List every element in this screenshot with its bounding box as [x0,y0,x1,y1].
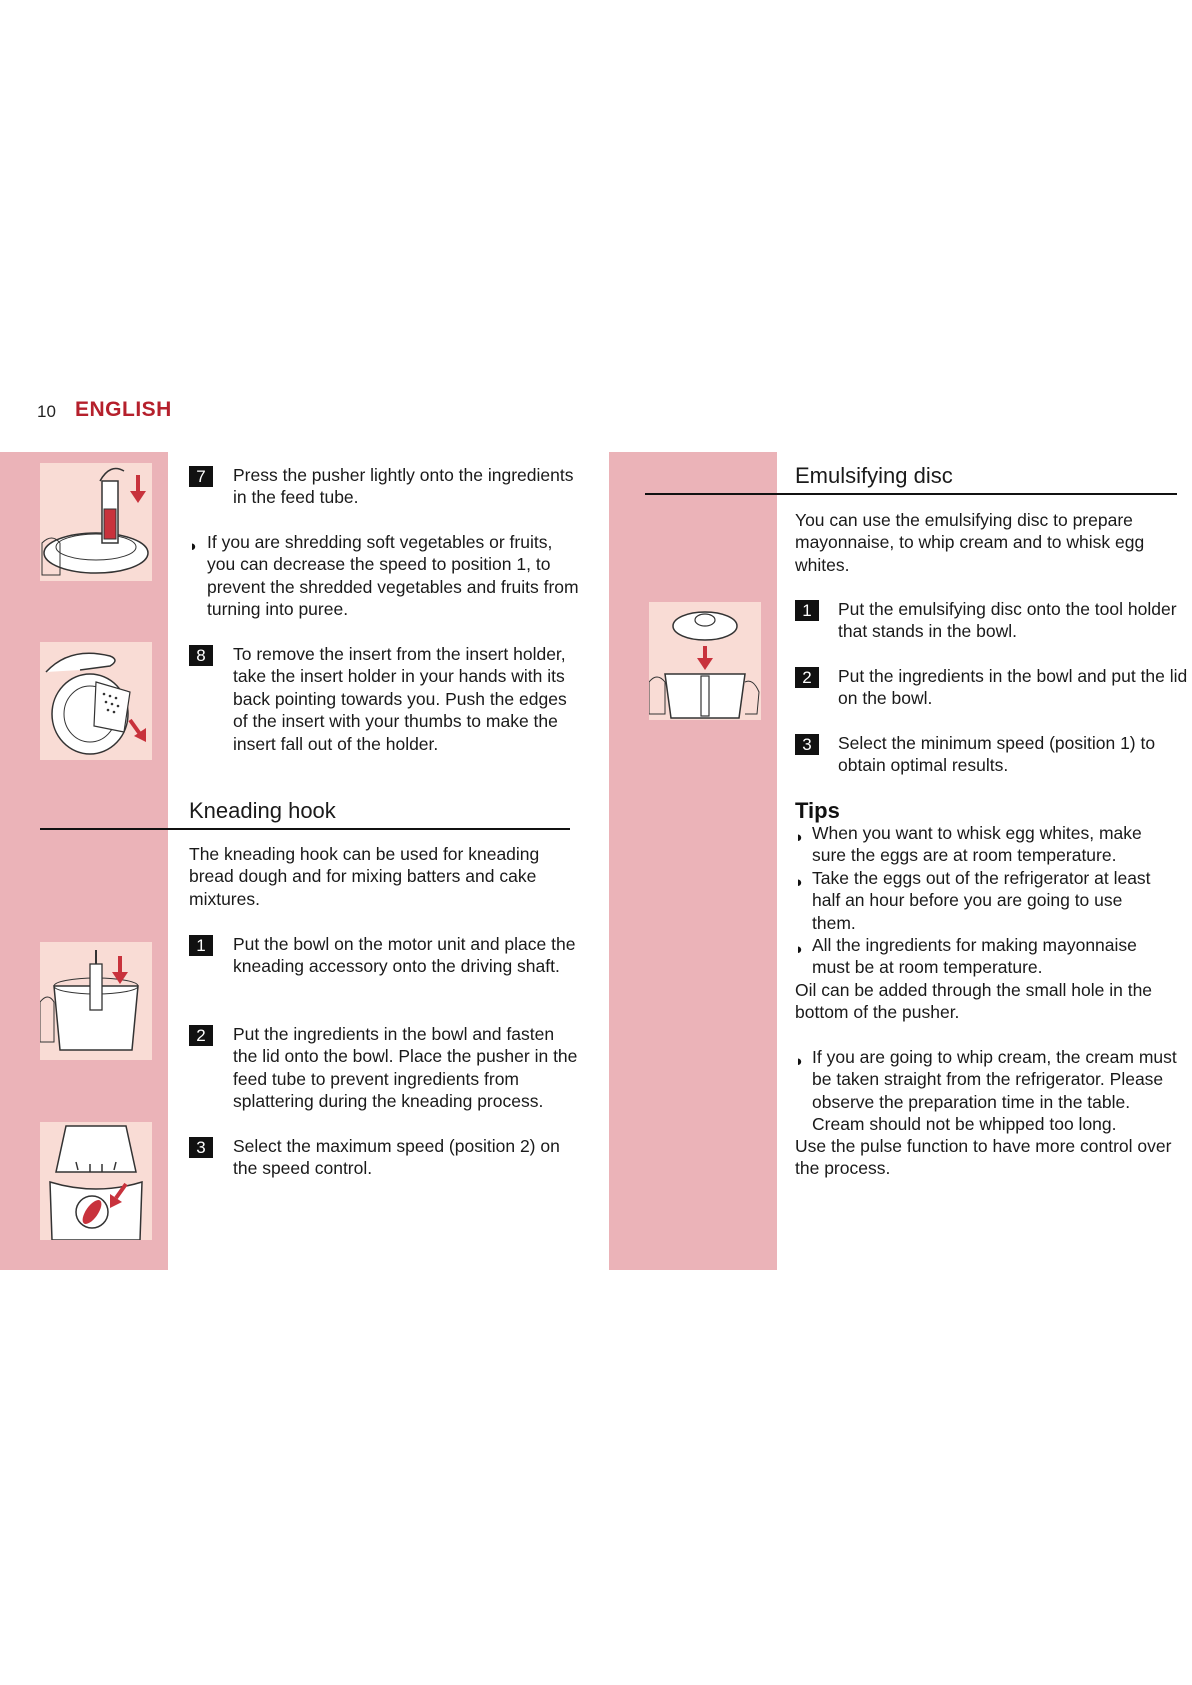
emulsifying-step-number: 1 [795,600,819,621]
illustration-kneading-accessory [40,942,152,1060]
emulsifying-step-text: Put the emulsifying disc onto the tool holder that stands in the bowl. [838,599,1177,642]
pointer-arrow [765,605,777,623]
step-8-text: To remove the insert from the insert holder, take the insert holder in your hands with its back pointing towards you. Push the edges of the insert with your thumbs to make the insert fall out of the holder. [233,644,567,754]
emulsifying-rule [645,493,1177,495]
emulsifying-step-number: 3 [795,734,819,755]
bullet-icon: ◗ [795,874,805,891]
shred-note: If you are shredding soft vegetables or fruits, you can decrease the speed to position 1, to prevent the shredded vegetables and fruits from turning into puree. [207,532,579,620]
kneading-step-text: Put the bowl on the motor unit and place the kneading accessory onto the driving shaft. [233,934,576,977]
kneading-step-text: Put the ingredients in the bowl and fasten the lid onto the bowl. Place the pusher in the feed tube to prevent ingredients from splattering during the kneading process. [233,1024,578,1112]
right-margin-strip [609,452,777,1270]
illustration-speed-control [40,1122,152,1240]
kneading-step-number: 3 [189,1137,213,1158]
tip-item: When you want to whisk egg whites, make sure the eggs are at room temperature. [812,823,1142,866]
bullet-icon: ◗ [795,941,805,958]
pulse-note: Use the pulse function to have more control over the process. [795,1136,1172,1179]
emulsifying-step-number: 2 [795,667,819,688]
kneading-step-text: Select the maximum speed (position 2) on the speed control. [233,1136,560,1179]
kneading-rule [40,828,570,830]
bullet-icon: ◗ [189,538,199,555]
pointer-arrow [156,945,168,963]
tip-item: All the ingredients for making mayonnaise must be at room temperature. [812,935,1137,978]
language-label: ENGLISH [75,398,172,421]
kneading-step-number: 1 [189,935,213,956]
oil-note: Oil can be added through the small hole in the bottom of the pusher. [795,980,1153,1023]
pointer-arrow [156,655,168,673]
emulsifying-intro: You can use the emulsifying disc to prepare mayonnaise, to whip cream and to whisk egg whites. [795,510,1145,575]
emulsifying-step-text: Put the ingredients in the bowl and put the lid on the bowl. [838,666,1188,709]
kneading-step-number: 2 [189,1025,213,1046]
emulsifying-step-text: Select the minimum speed (position 1) to obtain optimal results. [838,733,1156,776]
pointer-arrow [156,470,168,488]
kneading-intro: The kneading hook can be used for kneading bread dough and for mixing batters and cake mixtures. [189,844,540,909]
step-number-8: 8 [189,645,213,666]
kneading-heading: Kneading hook [189,798,336,823]
bullet-icon: ◗ [795,1053,805,1070]
emulsifying-heading: Emulsifying disc [795,463,953,488]
illustration-emulsifying-disc [649,602,761,720]
tips-heading: Tips [795,798,840,823]
pointer-arrow [156,1135,168,1153]
step-number-7: 7 [189,466,213,487]
bullet-icon: ◗ [795,829,805,846]
tip-item: Take the eggs out of the refrigerator at least half an hour before you are going to use them. [812,868,1151,933]
illustration-insert-holder [40,642,152,760]
cream-tip: If you are going to whip cream, the cream must be taken straight from the refrigerator. Please observe the preparation time in the table. Cream should not be whipped too long. [812,1047,1177,1135]
page-number: 10 [37,402,56,421]
illustration-pusher [40,463,152,581]
step-7-text: Press the pusher lightly onto the ingredients in the feed tube. [233,465,574,508]
